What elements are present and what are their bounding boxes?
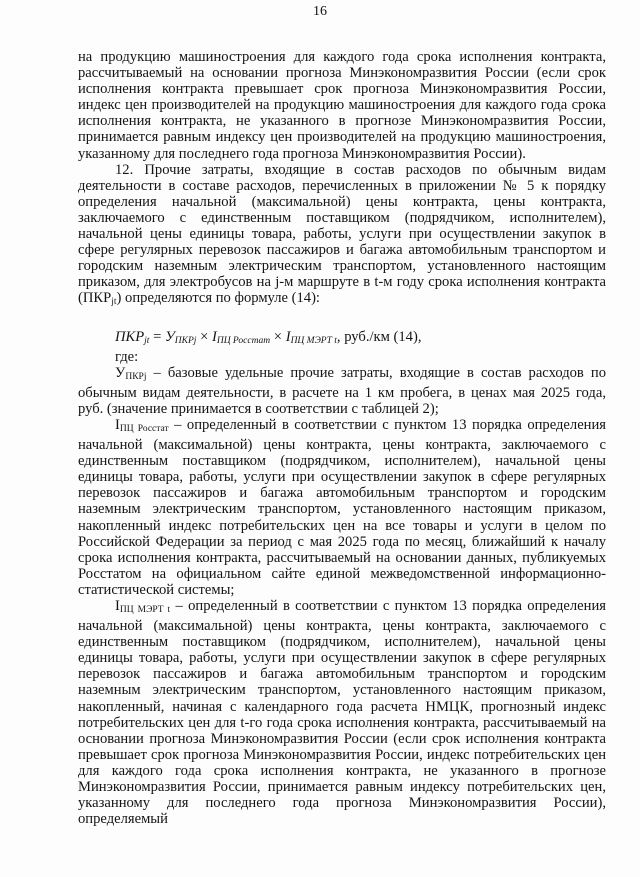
definition-i-mert-subscript: ПЦ МЭРТ t <box>119 605 171 615</box>
formula-times-2: × <box>270 328 286 345</box>
formula-i2: I <box>285 328 291 345</box>
definition-i-rosstat-symbol: I <box>115 416 120 433</box>
definition-u <box>78 365 606 417</box>
document-body <box>78 49 606 827</box>
formula-i1-sub: ПЦ Росстат <box>216 335 271 346</box>
definition-i-rosstat-subscript: ПЦ Росстат <box>119 423 169 434</box>
formula-u-sub: ПКРj <box>174 335 197 346</box>
paragraph-12-tail: ) определяются по формуле (14): <box>116 290 320 307</box>
paragraph-12-subscript: jt <box>111 297 117 308</box>
formula-i1: I <box>211 328 217 345</box>
formula-times-1: × <box>196 328 212 345</box>
definition-u-subscript: ПКРj <box>125 371 147 382</box>
formula-equals: = <box>149 328 165 345</box>
paragraph-12 <box>78 162 606 311</box>
definition-u-symbol: У <box>115 364 126 381</box>
definition-i-mert-symbol: I <box>115 598 120 614</box>
formula-14 <box>115 329 606 349</box>
formula-lhs: ПКР <box>115 328 145 345</box>
definition-u-text: – базовые удельные прочие затраты, входящие в состав расходов по обычным видам деятельности, в расчете на 1 км пробега, в ценах мая 2025 года, руб. (значение принимается в соответствии с таблицей 2); <box>78 364 606 417</box>
formula-lhs-sub: jt <box>144 335 150 346</box>
page-number: 16 <box>313 4 327 19</box>
formula-i2-sub: ПЦ МЭРТ t <box>290 335 337 346</box>
definition-i-rosstat-text: – определенный в соответствии с пунктом 13 порядка определения начальной (максимальной) цены контракта, цены контракта, заключаемого с единственным поставщиком (подрядчиком, исполнителем), начальной цены единицы товара, работы, услуги при осуществлении закупок в сфере регулярных перевозок пассажиров и багажа автомобильным транспортом и городским наземным электрическим транспортом, установленного настоящим приказом, накопленный индекс потребительских цен на все товары и услуги в целом по Российской Федерации за период с мая 2025 года по месяц, ближайший к началу срока исполнения контракта, рассчитываемый на основании данных, публикуемых Росстатом на официальном сайте единой межведомственной информационно-статистической системы; <box>78 416 607 598</box>
paragraph-12-text: 12. Прочие затраты, входящие в состав расходов по обычным видам деятельности в составе расходов, перечисленных в приложении № 5 к порядку определения начальной (максимальной) цены контракта, цены контракта, заключаемого с единственным поставщиком (подрядчиком, исполнителем), начальной цены единицы товара, работы, услуги при осуществлении закупок в сфере регулярных перевозок пассажиров и багажа автомобильным транспортом и городским наземным электрическим транспортом, установленного настоящим приказом, для электробусов на j-м маршруте в t-м году срока исполнения контракта (ПКР <box>78 161 606 307</box>
definition-i-mert <box>78 598 606 827</box>
definition-i-rosstat <box>78 417 606 598</box>
definition-i-mert-text: – определенный в соответствии с пунктом 13 порядка определения начальной (максимальной) цены контракта, цены контракта, заключаемого с единственным поставщиком (подрядчиком, исполнителем), начальной цены единицы товара, работы, услуги при осуществлении закупок в сфере регулярных перевозок пассажиров и багажа автомобильным транспортом и городским наземным электрическим транспортом, установленного настоящим приказом, накопленный, начиная с календарного года расчета НМЦК, прогнозный индекс потребительских цен для t-го года срока исполнения контракта, рассчитываемый на основании прогноза Минэкономразвития России (если срок исполнения контракта превышает срок прогноза Минэкономразвития России, индекс потребительских цен для каждого года срока исполнения контракта, не указанного в прогнозе Минэкономразвития России, принимается равным индексу потребительских цен, указанному для последнего года прогноза Минэкономразвития России), определяемый <box>78 598 606 828</box>
formula-u: У <box>164 328 175 345</box>
formula-unit: , руб./км (14), <box>336 328 422 345</box>
where-label: где: <box>115 348 139 365</box>
paragraph-continuation: на продукцию машиностроения для каждого года срока исполнения контракта, рассчитываемый на основании прогноза Минэкономразвития России (если срок исполнения контракта превышает срок прогноза Минэкономразвития России, индекс цен производителей на продукцию машиностроения для каждого года срока исполнения контракта, не указанного в прогнозе Минэкономразвития России, принимается равным индексу цен производителей на продукцию машиностроения, указанному для последнего года прогноза Минэкономразвития России). <box>78 49 606 162</box>
